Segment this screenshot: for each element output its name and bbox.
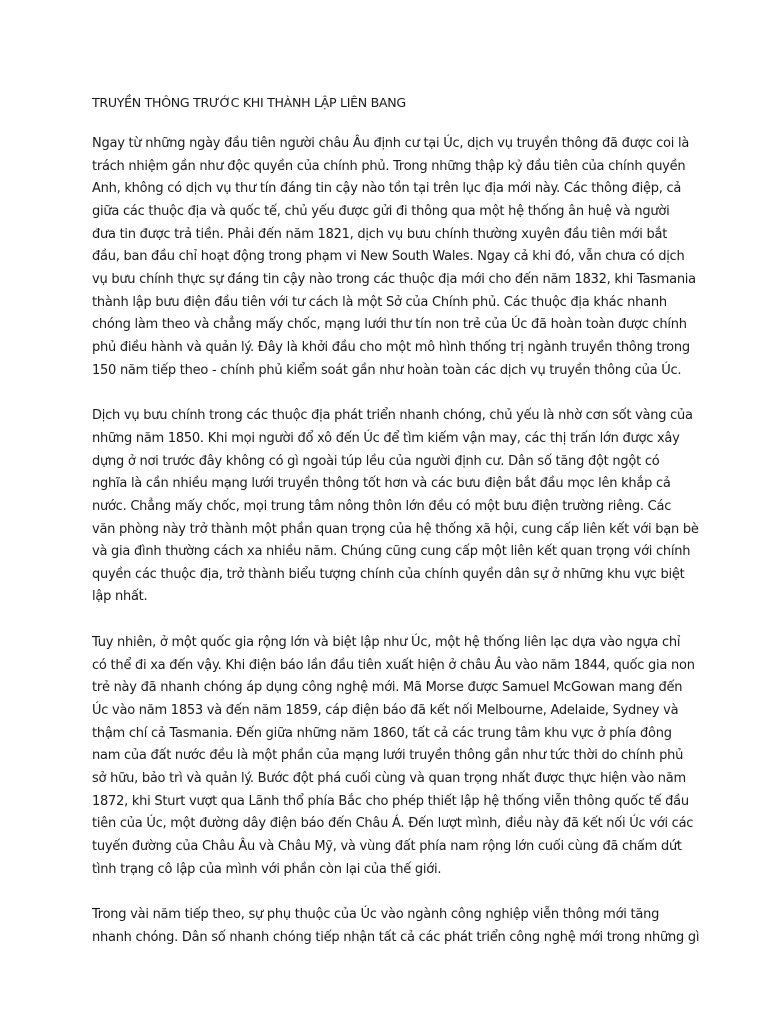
paragraph-line: trẻ này đã nhanh chóng áp dụng công nghệ mới. Mã Morse được Samuel McGowan mang đến (92, 680, 683, 696)
paragraph-line: dựng ở nơi trước đây không có gì ngoài túp lều của người định cư. Dân số tăng đột ngột có (92, 453, 660, 469)
paragraph-line: văn phòng này trở thành một phần quan trọng của hệ thống xã hội, cung cấp liên kết với bạn bè (92, 521, 699, 537)
paragraph-line: lập nhất. (92, 589, 148, 605)
paragraph-line: Tuy nhiên, ở một quốc gia rộng lớn và biệt lập như Úc, một hệ thống liên lạc dựa vào ngựa chỉ (92, 635, 681, 651)
paragraph-line: 150 năm tiếp theo - chính phủ kiểm soát gần như hoàn toàn các dịch vụ truyền thông của Úc. (92, 362, 682, 378)
paragraph-line: tình trạng cô lập của mình với phần còn lại của thế giới. (92, 861, 442, 877)
paragraph-line: Ngay từ những ngày đầu tiên người châu Âu định cư tại Úc, dịch vụ truyền thông đã được coi là (92, 136, 690, 151)
document-title: TRUYỀN THÔNG TRƯỚC KHI THÀNH LẬP LIÊN BANG (92, 95, 406, 110)
paragraph-line: nghĩa là cần nhiều mạng lưới truyền thông tốt hơn và các bưu điện bắt đầu mọc lên khắp cả (92, 476, 671, 492)
paragraph (92, 632, 695, 881)
paragraph-line: sở hữu, bảo trì và quản lý. Bước đột phá cuối cùng và quan trọng nhất được thực hiện vào năm (92, 771, 686, 787)
paragraph-line: Anh, không có dịch vụ thư tín đáng tin cậy nào tồn tại trên lục địa mới này. Các thông điệp, cả (92, 181, 682, 197)
paragraph-line: nước. Chẳng mấy chốc, mọi trung tâm nông thôn lớn đều có một bưu điện trường riêng. Các (92, 498, 672, 514)
paragraph-line: giữa các thuộc địa và quốc tế, chủ yếu được gửi đi thông qua một hệ thống ân huệ và người (92, 203, 670, 219)
paragraph-line: Úc vào năm 1853 và đến năm 1859, cáp điện báo đã kết nối Melbourne, Adelaide, Sydney và (92, 703, 679, 719)
paragraph-line: thành lập bưu điện đầu tiên với tư cách là một Sở của Chính phủ. Các thuộc địa khác nhanh (92, 294, 667, 310)
paragraph-line: trách nhiệm gần như độc quyền của chính phủ. Trong những thập kỷ đầu tiên của chính quyền (92, 158, 686, 174)
paragraph-line: quyền các thuộc địa, trở thành biểu tượng chính của chính quyền dân sự ở những khu vực biệt (92, 566, 685, 582)
paragraph-line: nhanh chóng. Dân số nhanh chóng tiếp nhận tất cả các phát triển công nghệ mới trong những gì (92, 930, 700, 945)
paragraph-line: vụ bưu chính thực sự đáng tin cậy nào trong các thuộc địa mới cho đến năm 1832, khi Tasmania (92, 271, 696, 287)
paragraph-line: đầu, ban đầu chỉ hoạt động trong phạm vi New South Wales. Ngay cả khi đó, vẫn chưa có dịch (92, 249, 685, 265)
paragraph-line: nam của đất nước đều là một phần của mạng lưới truyền thông gần như tức thời do chính phủ (92, 748, 684, 764)
paragraph-line: Trong vài năm tiếp theo, sự phụ thuộc của Úc vào ngành công nghiệp viễn thông mới tăng (92, 907, 660, 923)
paragraph-line: Dịch vụ bưu chính trong các thuộc địa phát triển nhanh chóng, chủ yếu là nhờ cơn sốt vàng của (92, 408, 693, 424)
paragraph-line: phủ điều hành và quản lý. Đây là khởi đầu cho một mô hình thống trị ngành truyền thông trong (92, 339, 690, 355)
paragraph-line: chóng làm theo và chẳng mấy chốc, mạng lưới thư tín non trẻ của Úc đã hoàn toàn được chính (92, 317, 687, 333)
document-body (92, 94, 700, 973)
paragraph-list (92, 133, 700, 950)
paragraph (92, 405, 699, 609)
paragraph-line: thậm chí cả Tasmania. Đến giữa những năm 1860, tất cả các trung tâm khu vực ở phía đông (92, 725, 672, 741)
paragraph-line: 1872, khi Sturt vượt qua Lãnh thổ phía Bắc cho phép thiết lập hệ thống viễn thông quốc tế đầu (92, 793, 689, 809)
paragraph-line: có thể đi xa đến vậy. Khi điện báo lần đầu tiên xuất hiện ở châu Âu vào năm 1844, quốc gia non (92, 657, 695, 673)
paragraph-line: tuyến đường của Châu Âu và Châu Mỹ, và vùng đất phía nam rộng lớn cuối cùng đã chấm dứt (92, 839, 682, 855)
paragraph-line: tiên của Úc, một đường dây điện báo đến Châu Á. Đến lượt mình, điều này đã kết nối Úc với các (92, 816, 694, 832)
paragraph (92, 133, 696, 382)
paragraph (92, 904, 700, 949)
paragraph-line: và gia đình thường cách xa nhiều năm. Chúng cũng cung cấp một liên kết quan trọng với chính (92, 544, 691, 560)
paragraph-line: những năm 1850. Khi mọi người đổ xô đến Úc để tìm kiếm vận may, các thị trấn lớn được xây (92, 430, 680, 446)
paragraph-line: đưa tin được trả tiền. Phải đến năm 1821, dịch vụ bưu chính thường xuyên đầu tiên mới bắt (92, 226, 668, 242)
